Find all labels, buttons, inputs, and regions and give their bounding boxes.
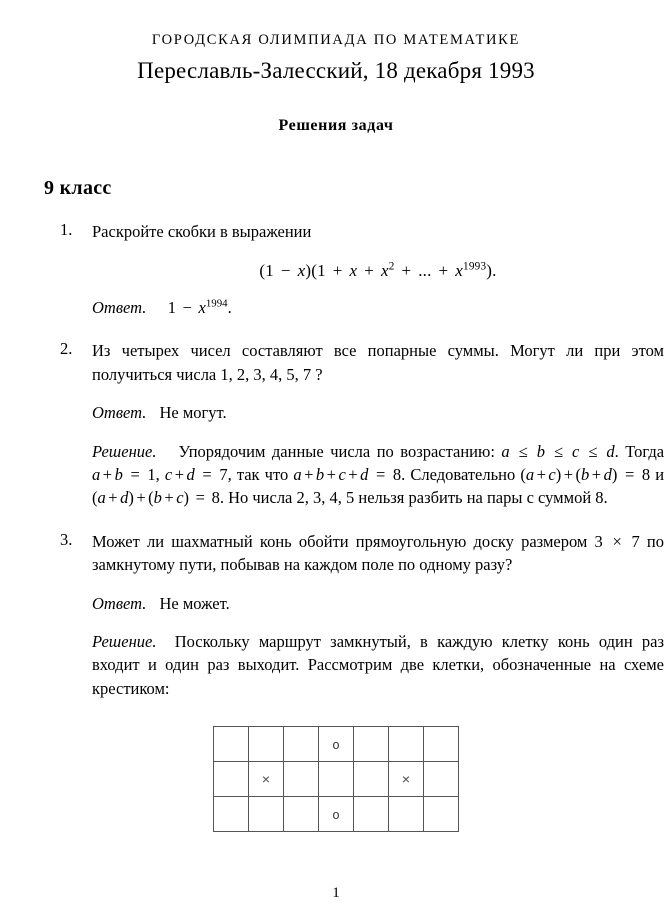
chess-board-cell-r3-c7 xyxy=(424,797,459,832)
chess-board-body xyxy=(214,727,459,832)
problem-3-number: 3. xyxy=(60,529,73,549)
problem-1-answer-value: $1 - x^{1994}$. xyxy=(159,297,232,317)
solution-label: Решение. xyxy=(92,632,157,652)
chess-board-cell-r2-c4 xyxy=(319,762,354,797)
chess-board-cell-r3-c3 xyxy=(284,797,319,832)
chess-board-row xyxy=(214,762,459,797)
chess-board-row xyxy=(214,727,459,762)
chess-board-cell-r2-c2 xyxy=(249,762,284,797)
chess-board-cell-r1-c3 xyxy=(284,727,319,762)
chess-board-cell-r1-c1 xyxy=(214,727,249,762)
chess-board-cell-r1-c5 xyxy=(354,727,389,762)
chess-board-cell-r1-c7 xyxy=(424,727,459,762)
problem-1-answer xyxy=(92,281,664,319)
header-organization: ГОРОДСКАЯ ОЛИМПИАДА ПО МАТЕМАТИКЕ xyxy=(151,32,521,48)
header-subtitle: Решения задач xyxy=(278,117,394,135)
problem-3-answer-value: Не может. xyxy=(159,593,230,613)
chess-board-cell-r3-c6 xyxy=(389,797,424,832)
problem-3-solution xyxy=(92,615,664,700)
cross-mark-icon: × xyxy=(261,771,271,788)
problem-1-display-formula: $(1 - x)(1 + x + x^2$ + ... + $x^{1993}$). xyxy=(259,260,497,280)
circle-mark-icon: o xyxy=(332,807,340,822)
problem-1 xyxy=(0,220,672,319)
problem-1-number: 1. xyxy=(60,220,73,240)
chess-board-cell-r2-c6 xyxy=(389,762,424,797)
problem-3 xyxy=(0,530,672,701)
page-number: 1 xyxy=(332,885,340,901)
problem-3-solution-body: Поскольку маршрут замкнутый, в каждую клетку конь один раз входит и один раз выходит. Рассмотрим две клетки, обозначенные на схеме крестиком: xyxy=(92,632,664,698)
chess-board-cell-r2-c3 xyxy=(284,762,319,797)
chess-board-cell-r2-c7 xyxy=(424,762,459,797)
answer-label: Ответ. xyxy=(92,403,147,423)
chess-board-cell-r3-c5 xyxy=(354,797,389,832)
problem-3-answer xyxy=(92,577,664,615)
solution-label: Решение. xyxy=(92,441,157,461)
circle-mark-icon: o xyxy=(332,737,340,752)
problem-2-answer xyxy=(92,386,664,424)
chess-board-cell-r1-c6 xyxy=(389,727,424,762)
chess-board-cell-r3-c4 xyxy=(319,797,354,832)
chess-board-grid xyxy=(213,726,459,832)
chess-board-cell-r3-c2 xyxy=(249,797,284,832)
chess-board-diagram xyxy=(0,700,672,832)
answer-label: Ответ. xyxy=(92,297,147,317)
problem-2 xyxy=(0,339,672,510)
section-heading-grade: 9 класс xyxy=(44,177,112,200)
problem-2-solution xyxy=(92,425,664,510)
chess-board-cell-r3-c1 xyxy=(214,797,249,832)
chess-board-cell-r2-c1 xyxy=(214,762,249,797)
cross-mark-icon: × xyxy=(401,771,411,788)
problem-2-solution-body: Упорядочим данные числа по возрастанию: a ≤ b ≤ c ≤ d. Тогда a + b = 1, c + d = 7, так что a + b + c + d = 8. Следовательно (a + c) + (b + d) = 8 и (a + d) + (b + c) = 8. Но числа 2, 3, 4, 5 нельзя разбить на пары с суммой 8. xyxy=(92,441,665,508)
chess-board-cell-r2-c5 xyxy=(354,762,389,797)
answer-label: Ответ. xyxy=(92,593,147,613)
problem-1-statement: Раскройте скобки в выражении xyxy=(92,222,312,242)
chess-board-row xyxy=(214,797,459,832)
problem-3-statement: Может ли шахматный конь обойти прямоугольную доску размером 3 × 7 по замкнутому пути, побывав на каждом поле по одному разу? xyxy=(92,531,664,575)
chess-board-cell-r1-c4 xyxy=(319,727,354,762)
header-place-date: Переславль-Залесский, 18 декабря 1993 xyxy=(137,58,535,84)
chess-board-cell-r1-c2 xyxy=(249,727,284,762)
problem-2-statement: Из четырех чисел составляют все попарные суммы. Могут ли при этом получиться числа 1, 2, 3, 4, 5, 7 ? xyxy=(92,341,664,384)
problem-2-answer-value: Не могут. xyxy=(159,403,227,423)
problem-2-number: 2. xyxy=(60,339,73,359)
